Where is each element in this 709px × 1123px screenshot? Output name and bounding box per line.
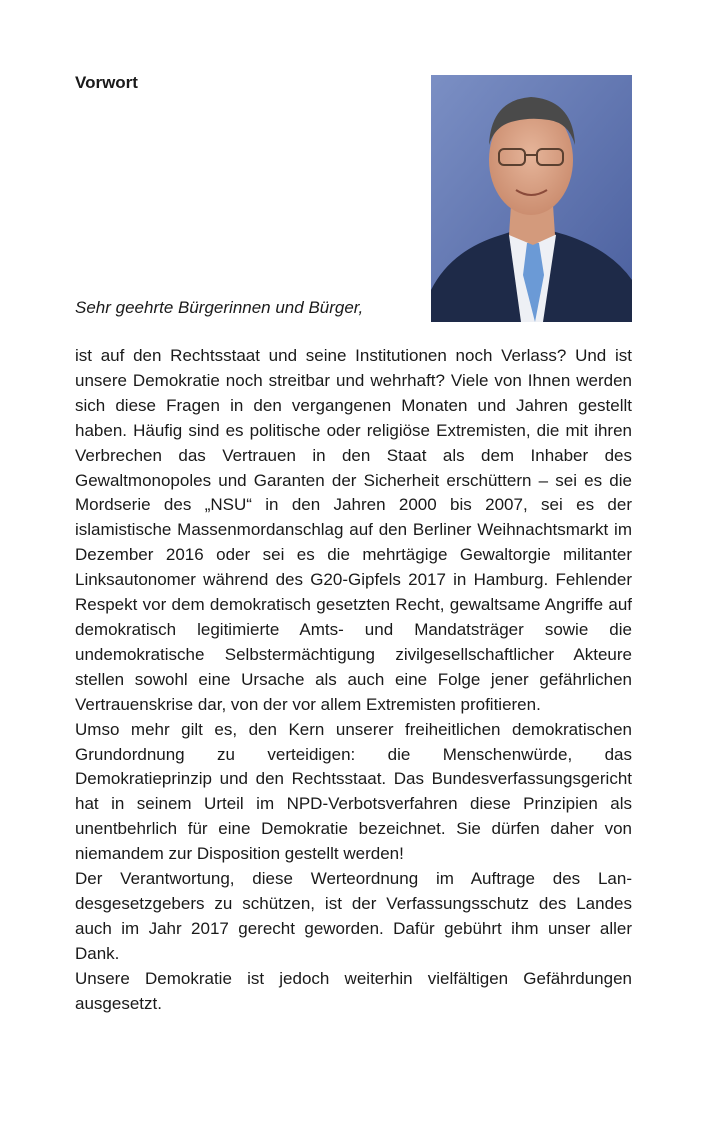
page-heading: Vorwort (75, 73, 138, 92)
paragraph: ist auf den Rechtsstaat und seine Institutionen noch Verlass? Und ist unsere Demokratie noch streitbar und wehrhaft? Viele von Ihnen werden sich diese Fragen in den vergangenen Monaten und Jahren gestellt haben. Häufig sind es politische oder religiöse Extremisten, die mit ihren Verbrechen das Vertrauen in den Staat als dem Inhaber des Gewaltmonopoles und Garanten der Sicherheit erschüttern – sei es die Mordserie des „NSU“ in den Jahren 2000 bis 2007, sei es der islamistische Massenmordanschlag auf den Berliner Weihnachtsmarkt im Dezember 2016 oder sei es die mehrtägige Gewaltorgie militanter Linksautonomer während des G20-Gipfels 2017 in Hamburg. Fehlender Respekt vor dem demokratisch gesetzten Recht, gewaltsame Angriffe auf demokratisch legitimierte Amts- und Mandatsträger sowie die undemokratische Selbstermächtigung zivilgesellschaftlicher Akteure stellen sowohl eine Ursache als auch eine Folge jener gefährlichen Vertrauenskrise dar, von der vor allem Extremisten profitieren. (75, 346, 632, 714)
paragraph: Umso mehr gilt es, den Kern unserer freiheitlichen demokratischen Grundordnung zu verteidigen: die Menschenwürde, das Demokratieprinzip und den Rechtsstaat. Das Bundesverfassungsgericht hat in seinem Urteil im NPD-Verbotsverfahren diese Prinzipien als unentbehrlich für eine Demokratie bezeichnet. Sie dürfen daher von niemandem zur Disposition gestellt werden! (75, 719, 632, 864)
paragraph: Der Verantwortung, diese Werteordnung im Auftrage des Landesgesetzgebers zu schützen, ist der Verfassungsschutz des Landes auch im Jahr 2017 gerecht geworden. Dafür gebührt ihm unser aller Dank. (75, 869, 632, 963)
paragraph: Unsere Demokratie ist jedoch weiterhin vielfältigen Gefährdungen ausgesetzt. (75, 968, 632, 1013)
salutation: Sehr geehrte Bürgerinnen und Bürger, (75, 298, 364, 317)
portrait-photo (431, 75, 632, 322)
body-text (75, 344, 632, 1016)
